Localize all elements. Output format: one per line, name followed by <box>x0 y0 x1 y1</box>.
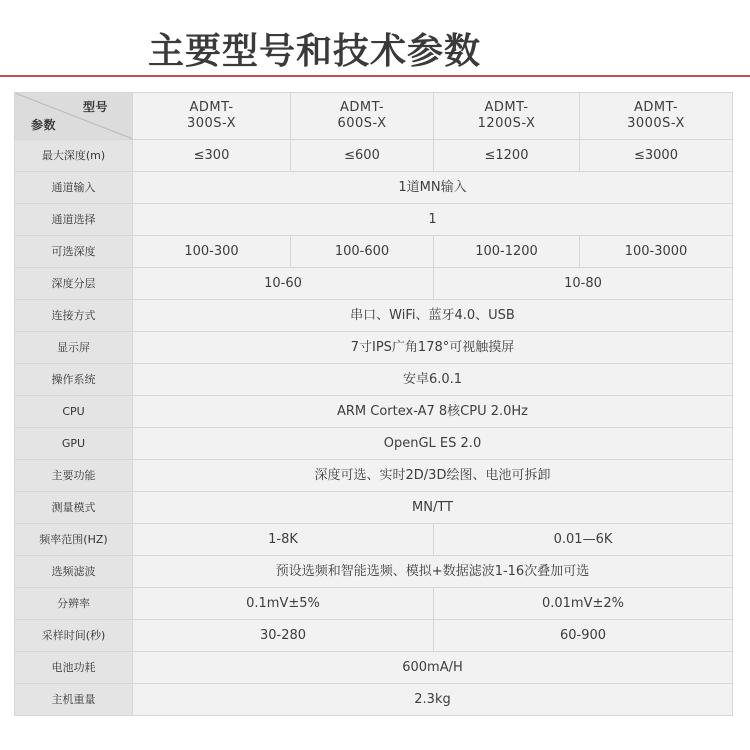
value-cell: ≤300 <box>133 140 291 172</box>
value-cell: ≤1200 <box>434 140 580 172</box>
param-label: 最大深度(m) <box>15 140 133 172</box>
table-row <box>15 652 733 684</box>
param-label: 频率范围(HZ) <box>15 524 133 556</box>
value-cell: 0.01—6K <box>434 524 733 556</box>
table-row <box>15 268 733 300</box>
value-cell: 0.1mV±5% <box>133 588 434 620</box>
table-row <box>15 428 733 460</box>
value-cell: ≤3000 <box>580 140 733 172</box>
param-label: 操作系统 <box>15 364 133 396</box>
table-row <box>15 460 733 492</box>
table-row <box>15 684 733 716</box>
model-header: ADMT- 3000S-X <box>580 93 733 140</box>
title-divider <box>0 75 750 77</box>
table-row <box>15 620 733 652</box>
value-cell: 安卓6.0.1 <box>133 364 733 396</box>
param-label: GPU <box>15 428 133 460</box>
value-cell: 30-280 <box>133 620 434 652</box>
table-row <box>15 300 733 332</box>
corner-param-label: 参数 <box>31 118 57 132</box>
spec-table <box>14 92 733 716</box>
value-cell: 串口、WiFi、蓝牙4.0、USB <box>133 300 733 332</box>
param-label: 电池功耗 <box>15 652 133 684</box>
table-row <box>15 140 733 172</box>
value-cell: 1-8K <box>133 524 434 556</box>
param-label: 主要功能 <box>15 460 133 492</box>
table-row <box>15 204 733 236</box>
value-cell: 深度可选、实时2D/3D绘图、电池可拆卸 <box>133 460 733 492</box>
param-label: 深度分层 <box>15 268 133 300</box>
value-cell: 2.3kg <box>133 684 733 716</box>
value-cell: 100-3000 <box>580 236 733 268</box>
corner-model-label: 型号 <box>82 100 108 114</box>
param-label: 连接方式 <box>15 300 133 332</box>
table-row <box>15 588 733 620</box>
model-header: ADMT- 300S-X <box>133 93 291 140</box>
model-header: ADMT- 600S-X <box>291 93 434 140</box>
table-row <box>15 396 733 428</box>
param-label: 主机重量 <box>15 684 133 716</box>
param-label: 可选深度 <box>15 236 133 268</box>
value-cell: 60-900 <box>434 620 733 652</box>
table-row <box>15 172 733 204</box>
param-label: 采样时间(秒) <box>15 620 133 652</box>
value-cell: 预设选频和智能选频、模拟+数据滤波1-16次叠加可选 <box>133 556 733 588</box>
page-title: 主要型号和技术参数 <box>148 31 482 72</box>
value-cell: 100-600 <box>291 236 434 268</box>
table-row <box>15 236 733 268</box>
value-cell: 10-80 <box>434 268 733 300</box>
param-label: 分辨率 <box>15 588 133 620</box>
param-label: 测量模式 <box>15 492 133 524</box>
value-cell: ≤600 <box>291 140 434 172</box>
value-cell: 0.01mV±2% <box>434 588 733 620</box>
param-label: 通道输入 <box>15 172 133 204</box>
table-row <box>15 332 733 364</box>
table-header-row <box>15 93 733 140</box>
value-cell: 600mA/H <box>133 652 733 684</box>
value-cell: 100-300 <box>133 236 291 268</box>
value-cell: MN/TT <box>133 492 733 524</box>
param-label: 显示屏 <box>15 332 133 364</box>
value-cell: OpenGL ES 2.0 <box>133 428 733 460</box>
table-row <box>15 364 733 396</box>
param-label: 通道选择 <box>15 204 133 236</box>
table-row <box>15 524 733 556</box>
value-cell: 7寸IPS广角178°可视触摸屏 <box>133 332 733 364</box>
model-header: ADMT- 1200S-X <box>434 93 580 140</box>
value-cell: ARM Cortex-A7 8核CPU 2.0Hz <box>133 396 733 428</box>
param-label: CPU <box>15 396 133 428</box>
value-cell: 100-1200 <box>434 236 580 268</box>
header-corner-cell <box>15 93 133 140</box>
table-row <box>15 492 733 524</box>
value-cell: 10-60 <box>133 268 434 300</box>
table-row <box>15 556 733 588</box>
param-label: 选频滤波 <box>15 556 133 588</box>
value-cell: 1 <box>133 204 733 236</box>
value-cell: 1道MN输入 <box>133 172 733 204</box>
